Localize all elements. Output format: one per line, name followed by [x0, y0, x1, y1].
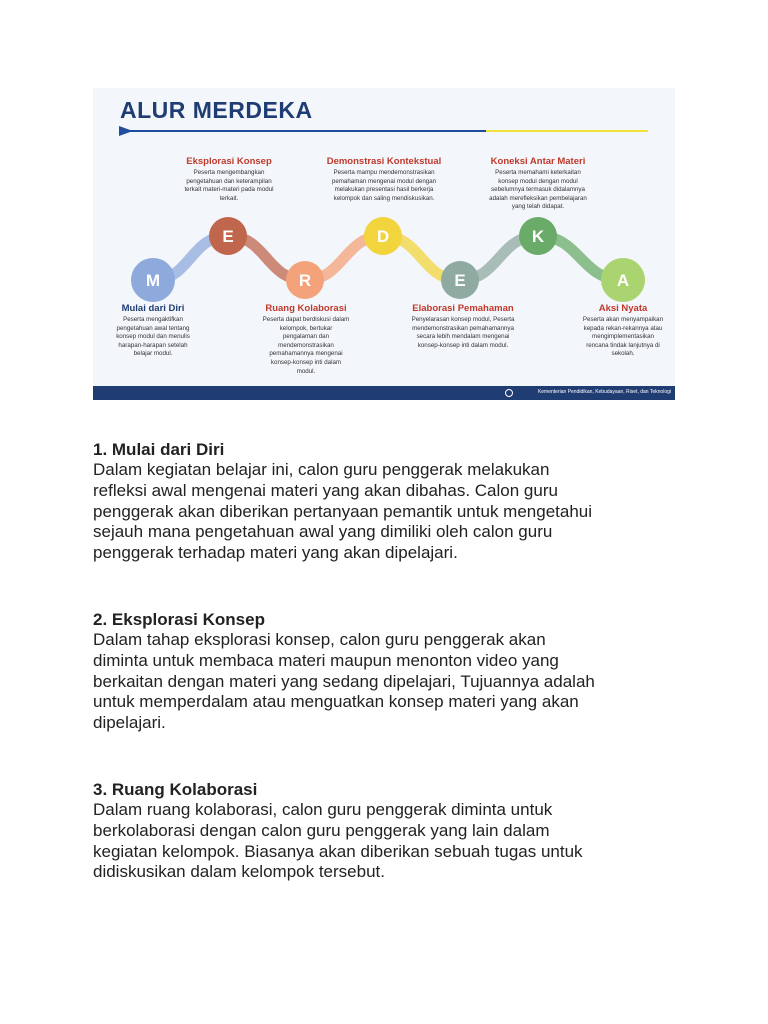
step-description: Peserta mengaktifkan pengetahuan awal tentang konsep modul dan menulis harapan-harapan setelah belajar modul.	[116, 316, 190, 358]
step-letter: E	[222, 227, 234, 246]
article-section	[93, 440, 683, 564]
ministry-logo-icon	[505, 389, 513, 397]
section-paragraph: Dalam kegiatan belajar ini, calon guru penggerak melakukan refleksi awal mengenai materi yang akan dibahas. Calon guru penggerak akan diberikan pertanyaan pemantik untuk mengetahui sejauh mana pengetahuan awal yang dimiliki oleh calon guru penggerak terhadap materi yang akan dipelajari.	[93, 460, 593, 563]
step-description: Peserta mengembangkan pengetahuan dan keterampilan terkait materi-materi pada modul terkait.	[184, 169, 274, 202]
step-title: Mulai dari Diri	[121, 303, 185, 314]
step-circle	[441, 261, 479, 299]
sections	[93, 440, 683, 883]
step-title: Eksplorasi Konsep	[186, 156, 272, 167]
step-circle	[209, 217, 247, 255]
step-circle	[131, 258, 175, 302]
step-title: Koneksi Antar Materi	[490, 156, 586, 167]
footer-text: Kementerian Pendidikan, Kebudayaan, Riset, dan Teknologi	[537, 389, 671, 395]
letter-circles	[131, 217, 645, 302]
infographic-title: ALUR MERDEKA	[120, 97, 313, 123]
step-description: Peserta mampu mendemonstrasikan pemahaman mengenai modul dengan melakukan presentasi hasil berkerja kelompok dan saling mendiskusikan.	[331, 169, 437, 202]
article-section	[93, 610, 683, 734]
article-section	[93, 780, 683, 883]
step-circle	[519, 217, 557, 255]
article-body	[93, 440, 683, 883]
step-title: Demonstrasi Kontekstual	[326, 156, 442, 167]
step-title: Ruang Kolaborasi	[265, 303, 347, 314]
step-text-block	[236, 303, 376, 376]
step-text-block	[159, 156, 299, 203]
step-title: Aksi Nyata	[598, 303, 648, 314]
step-description: Peserta dapat berdiskusi dalam kelompok, bertukar pengalaman dan mendemonstrasikan pemahamannya mengenai konsep-konsep inti dalam modul.	[262, 316, 350, 375]
step-description: Peserta memahami keterkaitan konsep modul dengan modul sebelumnya termasuk didalamnya adalah merefleksikan pembelajaran yang telah didapat.	[489, 169, 587, 211]
step-letter: E	[454, 271, 466, 290]
section-heading: 3. Ruang Kolaborasi	[93, 779, 258, 799]
section-paragraph: Dalam ruang kolaborasi, calon guru penggerak diminta untuk berkolaborasi dengan calon guru penggerak yang lain dalam kegiatan kelompok. Biasanya akan diberikan sebuah tugas untuk didiskusikan dalam kelompok tersebut.	[93, 799, 583, 882]
section-heading: 2. Eksplorasi Konsep	[93, 609, 265, 629]
section-heading: 1. Mulai dari Diri	[93, 440, 225, 459]
step-text-block	[93, 303, 223, 359]
step-title: Elaborasi Pemahaman	[412, 303, 514, 314]
step-circle	[286, 261, 324, 299]
step-letter: M	[145, 271, 161, 290]
step-text-block	[314, 156, 454, 203]
step-circle	[601, 258, 645, 302]
step-text-block	[553, 303, 675, 359]
footer-bar	[93, 386, 675, 400]
step-letter: A	[616, 271, 630, 290]
step-letter: K	[531, 227, 545, 246]
step-text-block	[393, 303, 533, 350]
step-circle	[364, 217, 402, 255]
step-letter: D	[376, 227, 390, 246]
alur-merdeka-infographic	[93, 88, 675, 400]
section-paragraph: Dalam tahap eksplorasi konsep, calon guru penggerak akan diminta untuk membaca materi maupun menonton video yang berkaitan dengan materi yang sedang dipelajari, Tujuannya adalah untuk memperdalam atau menguatkan konsep materi yang akan dipelajari.	[93, 629, 595, 733]
step-description: Penyelarasan konsep modul, Peserta mendemonstrasikan pemahamannya secara lebih mendalam mengenai konsep-konsep inti dalam modul.	[411, 316, 515, 349]
step-text-block	[468, 156, 608, 212]
step-letter: R	[298, 271, 312, 290]
step-description: Peserta akan menyampaikan kepada rekan-rekannya atau mengimplementasikan rencana tindak lanjutnya di sekolah.	[582, 316, 664, 358]
